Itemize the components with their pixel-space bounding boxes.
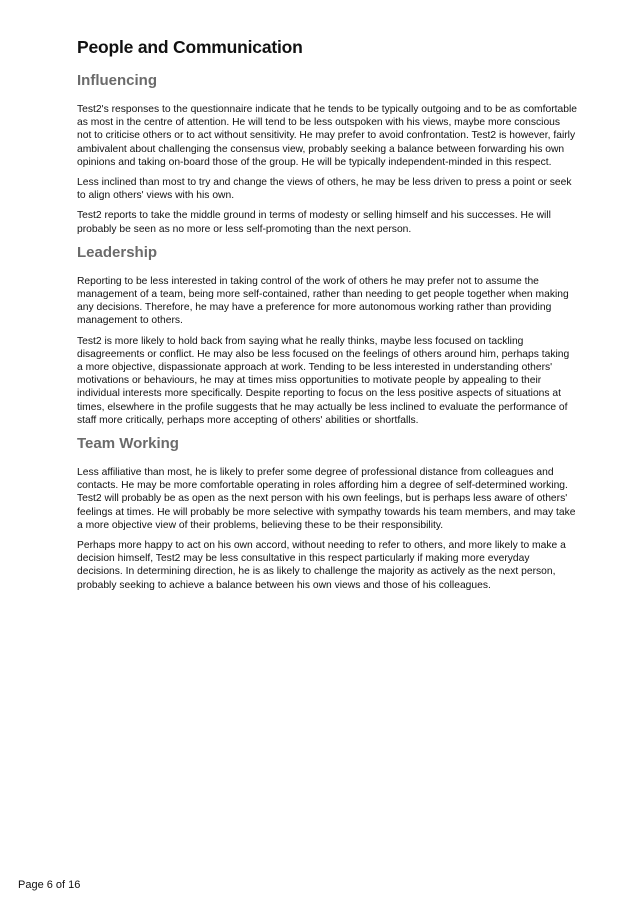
document-page (77, 37, 577, 600)
paragraph: Reporting to be less interested in taking control of the work of others he may prefer not to assume the management of a team, being more self-contained, rather than needing to get people together when making any decisions. Therefore, he may have a preference for more autonomous working rather than providing management to others. (77, 275, 569, 327)
section-team-working (77, 435, 577, 592)
paragraph: Test2's responses to the questionnaire indicate that he tends to be typically outgoing and to be as comfortable as most in the centre of attention. He will tend to be less outspoken with his views, maybe more conscious not to criticise others or to act without sensitivity. He may prefer to avoid confrontation. Test2 is however, fairly ambivalent about challenging the consensus view, probably seeking a balance between forwarding his own opinions and taking on-board those of the group. He will be typically independent-minded in this respect. (77, 104, 577, 168)
paragraph: Perhaps more happy to act on his own accord, without needing to refer to others, and more likely to make a decision himself, Test2 may be less consultative in this respect particularly if making more everyday decisions. In determining direction, he is as likely to challenge the majority as actively as the next person, probably seeking to achieve a balance between his own views and those of his colleagues. (77, 540, 566, 591)
paragraph: Less inclined than most to try and change the views of others, he may be less driven to press a point or seek to align others' views with his own. (77, 177, 572, 202)
paragraph: Test2 reports to take the middle ground in terms of modesty or selling himself and his successes. He will probably be seen as no more or less self-promoting than the next person. (77, 210, 551, 235)
page-number: Page 6 of 16 (18, 879, 81, 891)
section-influencing (77, 72, 577, 236)
page-title: People and Communication (77, 37, 303, 57)
section-heading-leadership: Leadership (77, 243, 158, 261)
paragraph: Less affiliative than most, he is likely to prefer some degree of professional distance from colleagues and contacts. He may be more comfortable operating in roles affording him a degree of self-determined working. Test2 will probably be as open as the next person with his own feelings, but is perhaps less aware of others' feelings at times. He will probably be more selective with sympathy towards his team members, and may take a more objective view of their problems, believing these to be their responsibility. (77, 467, 576, 531)
section-heading-influencing: Influencing (77, 72, 157, 89)
paragraph: Test2 is more likely to hold back from saying what he really thinks, maybe less focused on tackling disagreements or conflict. He may also be less focused on the feelings of others around him, perhaps taking a more objective, dispassionate approach at work. Tending to be less interested in understanding others' motivations or behaviours, he may at times miss opportunities to motivate people by appealing to their individual interests more specifically. Despite reporting to focus on the less positive aspects of situations at times, elsewhere in the profile suggests that he may actually be less inclined to evaluate the performance of staff more critically, perhaps more accepting of others' abilities or shortfalls. (77, 335, 570, 426)
section-heading-team-working: Team Working (77, 435, 179, 453)
section-leadership (77, 244, 577, 427)
